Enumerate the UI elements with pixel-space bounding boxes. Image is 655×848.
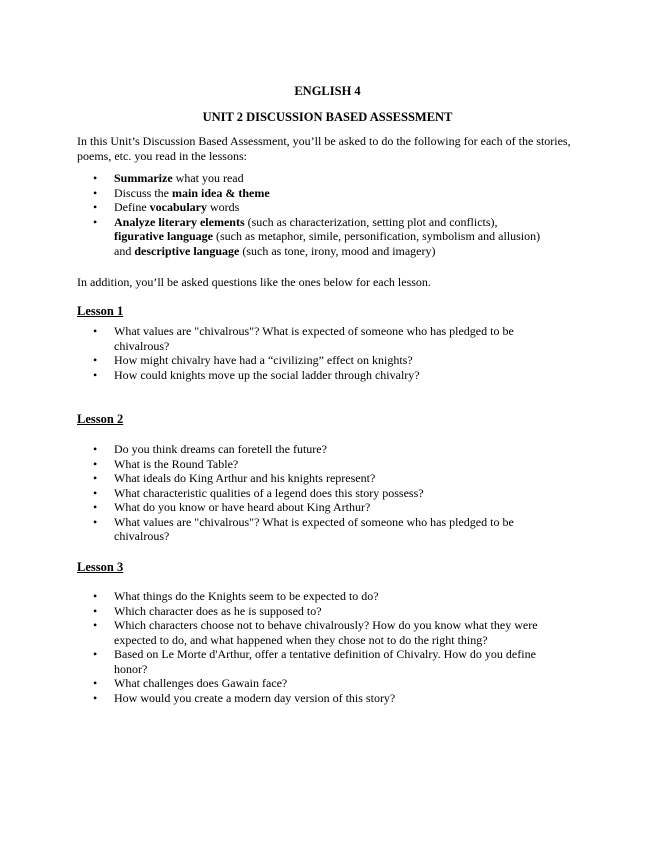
question-item: • How could knights move up the social ladder through chivalry? [77,368,557,383]
question-item: • What challenges does Gawain face? [77,676,557,691]
task-item [77,171,597,186]
task-text: what you read [172,171,244,185]
lesson3-heading: Lesson 3 [77,560,124,574]
lesson1-heading: Lesson 1 [77,304,124,318]
task-bold: Analyze literary elements [114,214,245,229]
addition-paragraph: In addition, you’ll be asked questions like the ones below for each lesson. [77,275,431,289]
task-item [77,186,597,201]
question-item: • What values are "chivalrous"? What is expected of someone who has pledged to be chivalrous? [77,515,557,544]
task-prefix: Define [114,200,150,214]
question-item: • What is the Round Table? [77,457,557,472]
question-item: • What values are "chivalrous"? What is expected of someone who has pledged to be chivalrous? [77,324,557,353]
lesson2-list [77,442,557,544]
task-text: words [207,200,240,214]
question-item: • What ideals do King Arthur and his knights represent? [77,471,557,486]
question-item: • What characteristic qualities of a legend does this story possess? [77,486,557,501]
task-item [77,215,597,259]
question-item: • Based on Le Morte d'Arthur, offer a tentative definition of Chivalry. How do you define honor? [77,647,557,676]
task-text: (such as metaphor, simile, personification, symbolism and allusion) [213,229,541,243]
question-item: • Do you think dreams can foretell the future? [77,442,557,457]
task-text: (such as characterization, setting plot and conflicts), [244,214,498,229]
task-bold: descriptive language [134,243,240,258]
question-item: • How would you create a modern day version of this story? [77,691,557,706]
task-bold: vocabulary [149,200,207,214]
document-title: ENGLISH 4 [294,84,361,98]
question-item: • What do you know or have heard about King Arthur? [77,500,557,515]
task-prefix: and [114,243,135,258]
question-item: • What things do the Knights seem to be expected to do? [77,589,557,604]
document-subtitle: UNIT 2 DISCUSSION BASED ASSESSMENT [202,110,453,124]
intro-paragraph: In this Unit’s Discussion Based Assessment, you’ll be asked to do the following for each of the stories, poems, etc. you read in the lessons: [77,134,571,163]
lesson2-heading: Lesson 2 [77,412,124,426]
lesson1-list [77,324,557,382]
question-item: • How might chivalry have had a “civilizing” effect on knights? [77,353,557,368]
task-text: (such as tone, irony, mood and imagery) [239,243,436,258]
task-bold: main idea & theme [172,185,270,200]
task-prefix: Discuss the [114,185,172,200]
task-bold: Summarize [114,171,173,185]
task-list [77,171,597,258]
lesson3-list [77,589,557,705]
task-bold: figurative language [114,229,213,243]
question-item: • Which characters choose not to behave chivalrously? How do you know what they were expected to do, and what happened when they chose not to do the right thing? [77,618,557,647]
task-item [77,200,597,215]
question-item: • Which character does as he is supposed to? [77,604,557,619]
